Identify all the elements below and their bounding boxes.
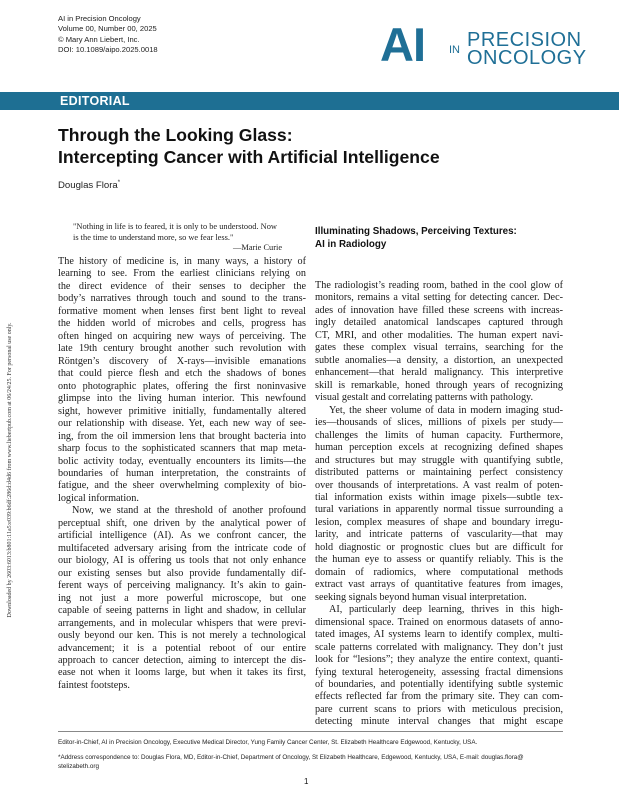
correspondence-note-line-1: *Address correspondence to: Douglas Flora, MD, Editor-in-Chief, Department of Oncology, St Elizabeth Healthcare, Edgewood, Kentucky, USA, E-mail: douglas.flora@ — [58, 754, 524, 761]
text-line: artificial intelligence (AI). As we confront cancer, the — [58, 530, 306, 542]
title-line-2: Intercepting Cancer with Artificial Intelligence — [58, 147, 440, 167]
text-line: AI, particularly deep learning, thrives in this high- — [329, 604, 563, 616]
text-line: our biology, AI is offering us tools that not only enhance — [58, 555, 306, 567]
text-line: distributed patterns or maintaining perfect consistency — [315, 467, 563, 479]
affiliation-note: Editor-in-Chief, AI in Precision Oncology, Executive Medical Director, Yung Family Cancer Center, St. Elizabeth Healthcare Edgewood, Kentucky, USA. — [58, 739, 478, 746]
text-line: The history of medicine is, in many ways, a history of — [58, 256, 306, 267]
text-line: enhancement—that herald malignancy. This interpretive — [315, 367, 563, 379]
text-line: dimensional space. Trained on enormous datasets of anno- — [315, 616, 563, 628]
epigraph-line: is the time to understand more, so we fear less." — [73, 232, 234, 242]
epigraph-lines — [73, 222, 277, 243]
text-line: ing not just a more powerful microscope, but one — [58, 592, 306, 604]
text-line: onto photographic plates, offering the first noninvasive — [58, 380, 306, 392]
text-line: challenges the limits of human capacity. Furthermore, — [315, 429, 563, 441]
logo-in-text: IN — [449, 44, 460, 56]
text-line: bolic activity today, eventually encounters its limits—the — [58, 455, 306, 467]
text-line: ies—thousands of slices, millions of pixels per study— — [315, 417, 563, 429]
text-line: seeking signals beyond human visual interpretation. — [315, 591, 527, 603]
logo-oncology-text: ONCOLOGY — [467, 47, 587, 69]
text-line: ades of innovation have filled these screens with increas- — [315, 304, 563, 316]
text-line: monitors, remains a vital setting for detecting cancer. Dec- — [315, 292, 563, 304]
text-line: ously beyond our ken. This is not merely a technological — [58, 630, 306, 642]
text-line: the direct evidence of their senses to decipher the — [58, 280, 306, 292]
text-line: visual gestalt and correlating patterns with pathology. — [315, 392, 534, 404]
text-line: logical information. — [58, 492, 139, 504]
text-line: and structures but may struggle with quantifying subtle, — [315, 454, 563, 466]
text-line: sharp focus to the sophisticated scanners that map meta- — [58, 443, 306, 455]
article-metadata — [58, 14, 158, 56]
text-line: capable of seeing patterns in light and shadow, in cellular — [58, 605, 306, 617]
title-line-1: Through the Looking Glass: — [58, 125, 293, 145]
journal-logo[interactable] — [380, 18, 587, 72]
text-line: hold diagnostic or prognostic clues but are difficult for — [315, 541, 563, 553]
text-line: Now, we stand at the threshold of another profound — [72, 505, 306, 517]
epigraph-attribution: —Marie Curie — [233, 243, 283, 252]
text-line: boundaries of human interpretation, the constraints of — [58, 467, 306, 479]
text-line: fatigue, and the sheer overwhelming complexity of bio- — [58, 480, 306, 492]
text-line: ingly detailed anatomical landscapes captured through — [315, 317, 563, 329]
journal-name: AI in Precision Oncology — [58, 14, 141, 23]
text-line: advancement; it is a potential reboot of our entire — [58, 642, 306, 654]
text-line: tated images, AI systems learn to identify complex, multi- — [315, 629, 563, 641]
text-line: late 19th century brought another such revolution with — [58, 343, 306, 355]
text-line: subtle anomalies—a density, a distortion, an unexpected — [315, 354, 563, 366]
text-line: scale patterns correlated with malignancy. They don’t just — [315, 641, 563, 653]
text-line: the hidden world of microbes and cells, progress has — [58, 318, 306, 330]
text-line: look for “lesions”; they analyze the entire context, quanti- — [315, 654, 563, 666]
text-line: over thousands of interpretations. A vast realm of poten- — [315, 479, 563, 491]
text-line: ease not when it looms large, but when it takes its first, — [58, 667, 306, 679]
text-line: gates these complex visual terrains, searching for the — [315, 342, 563, 354]
author-name: Douglas Flora — [58, 180, 118, 192]
article-title — [58, 124, 578, 168]
text-line: body’s narratives through touch and sound to the trans- — [58, 293, 306, 305]
text-line: tural variations in apparently normal tissue surrounding a — [315, 504, 563, 516]
text-line: extract vast arrays of quantitative features from images, — [315, 579, 563, 591]
text-line: multifaceted adversary arising from the intricate code of — [58, 542, 306, 554]
text-line: The radiologist’s reading room, bathed in the cool glow of — [315, 280, 563, 291]
footer-divider — [58, 731, 563, 732]
section-heading-line-1: Illuminating Shadows, Perceiving Textures: — [315, 226, 517, 237]
text-line: ferent ways of perceiving malignancy. It’s akin to gain- — [58, 580, 306, 592]
left-column-body — [58, 256, 306, 692]
text-line: lesion, complex measures of shape and boundary irregu- — [315, 516, 563, 528]
author-footnote-mark: * — [117, 180, 121, 186]
volume-info: Volume 00, Number 00, 2025 — [58, 24, 157, 34]
text-line: Röntgen’s discovery of X-rays—invisible emanations — [58, 355, 306, 367]
section-label: EDITORIAL — [60, 94, 130, 108]
section-heading — [315, 225, 517, 251]
text-line: detecting minute interval changes that might escape — [315, 716, 563, 728]
text-line: often hinged on acquiring new ways of perceiving. The — [58, 330, 306, 342]
text-line: skill is remarkable, honed through years of recognizing — [315, 379, 563, 391]
text-line: glimpse into the living human interior. This newfound — [58, 393, 306, 405]
page-number: 1 — [304, 777, 309, 786]
text-line: perceptual shift, one driven by the analytical power of — [58, 517, 306, 529]
text-line: approach to cancer detection, aiming to intercept the dis- — [58, 655, 306, 666]
epigraph — [73, 222, 283, 252]
epigraph-line: "Nothing in life is to feared, it is only to be understood. Now — [73, 222, 277, 231]
logo-ai-mark: AI — [380, 18, 425, 71]
text-line: tial information exists within image pixels—subtle tex- — [315, 491, 563, 503]
download-watermark: Downloaded by 2603:6013:b801:11a5:e039:b6df:286d:d4d6 from www.liebertpub.com at 06/24/25. For personal use only. — [7, 322, 13, 618]
text-line: larity, and intricate patterns of vascularity—that may — [315, 529, 563, 541]
text-line: Yet, the sheer volume of data in modern imaging stud- — [329, 404, 563, 416]
text-line: ing, from the oil immersion lens that brought bacteria into — [58, 430, 306, 442]
text-line: sight, however primitive initially, fundamentally altered — [58, 405, 306, 417]
text-line: learning to see. From the earliest clinicians relying on — [58, 268, 306, 280]
text-line: arrangements, and in molecular whispers that were previ- — [58, 617, 306, 629]
text-line: our relationship with disease. Yet, each new way of see- — [58, 418, 306, 430]
section-heading-line-2: AI in Radiology — [315, 239, 387, 250]
copyright-notice: © Mary Ann Liebert, Inc. — [58, 34, 140, 44]
right-column-body — [315, 280, 563, 729]
text-line: pare current scans to priors with meticulous precision, — [315, 703, 563, 715]
text-line: fying textural heterogeneity, assessing fractal dimensions — [315, 666, 563, 678]
section-band — [0, 92, 619, 110]
text-line: faintest footsteps. — [58, 679, 130, 691]
text-line: effects reflected far from the primary site. They can com- — [315, 691, 563, 703]
text-line: of boundaries, and potentially identifying subtle systemic — [315, 679, 563, 690]
text-line: the human eye to assess or quantify reliably. This is the — [315, 554, 563, 566]
text-line: domain of radiomics, where computational methods — [315, 566, 563, 578]
text-line: our existing senses but also provide fundamentally dif- — [58, 567, 306, 579]
correspondence-note-line-2[interactable]: stelizabeth.org — [58, 763, 99, 770]
logo-precision-text: PRECISION — [467, 29, 582, 51]
text-line: CT, MRI, and other modalities. The human expert navi- — [315, 329, 563, 341]
text-line: formative moment when lenses first bent light to reveal — [58, 305, 306, 317]
text-line: human perception excels at recognizing defined shapes — [315, 442, 563, 454]
text-line: that could pierce flesh and etch the shadows of bones — [58, 368, 306, 380]
author-byline[interactable] — [58, 180, 120, 191]
doi-link[interactable]: DOI: 10.1089/aipo.2025.0018 — [58, 45, 158, 55]
